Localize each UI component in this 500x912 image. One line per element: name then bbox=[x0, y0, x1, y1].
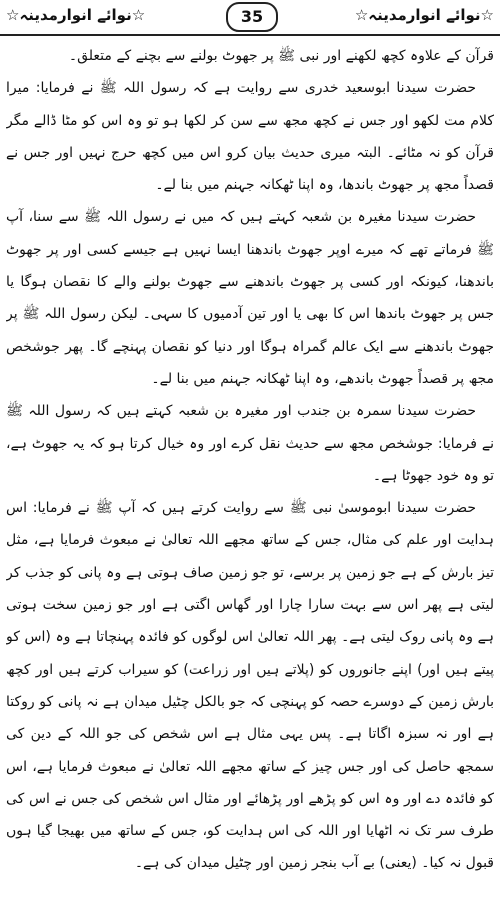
page-header bbox=[0, 0, 500, 36]
paragraph-hadith-1: حضرت سیدنا ابوسعید خدری سے روایت ہے کہ رسول اللہ ﷺ نے فرمایا: میرا کلام مت لکھو اور جس نے کچھ مجھ سے سن کر لکھا ہو تو وہ اس کو مٹا ڈالے مگر قرآن کو نہ مٹائے۔ البتہ میری حدیث بیان کرو اس میں کچھ حرج نہیں اور جس نے قصداً مجھ پر جھوٹ باندھا، وہ اپنا ٹھکانہ جہنم میں بنا لے۔ bbox=[6, 80, 494, 194]
page-body bbox=[6, 40, 494, 908]
paragraph-hadith-3: حضرت سیدنا سمرہ بن جندب اور مغیرہ بن شعبہ کہتے ہیں کہ رسول اللہ ﷺ نے فرمایا: جوشخص مجھ سے حدیث نقل کرے اور وہ خیال کرتا ہو کہ یہ جھوٹ ہے، تو وہ خود جھوٹا ہے۔ bbox=[6, 403, 494, 484]
header-title-left: ☆نوائے انوارمدینہ☆ bbox=[6, 6, 146, 24]
page-number: 35 bbox=[226, 2, 278, 32]
paragraph-hadith-2: حضرت سیدنا مغیرہ بن شعبہ کہتے ہیں کہ میں نے رسول اللہ ﷺ سے سنا، آپ ﷺ فرماتے تھے کہ میرے اوپر جھوٹ باندھنا ایسا نہیں ہے جیسے کسی اور پر جھوٹ باندھنا، کیونکہ اور کسی پر جھوٹ باندھنے سے جھوٹ بولنے والے کا نقصان ہوگا یا جس پر جھوٹ باندھا اس کا بھی یا اور تین آدمیوں کا سہی۔ لیکن رسول اللہ ﷺ پر جھوٹ باندھنے سے ایک عالم گمراہ ہوگا اور دنیا کو نقصان پہنچے گا۔ پھر جوشخص مجھ پر قصداً جھوٹ باندھے، وہ اپنا ٹھکانہ جہنم میں بنا لے۔ bbox=[6, 209, 494, 387]
paragraph-heading: قرآن کے علاوہ کچھ لکھنے اور نبی ﷺ پر جھوٹ بولنے سے بچنے کے متعلق۔ bbox=[68, 48, 494, 64]
paragraph-hadith-4: حضرت سیدنا ابوموسیٰ نبی ﷺ سے روایت کرتے ہیں کہ آپ ﷺ نے فرمایا: اس ہدایت اور علم کی مثال، جس کے ساتھ مجھے اللہ تعالیٰ نے مبعوث فرمایا ہے، مثل تیز بارش کے ہے جو زمین پر برسے، تو جو زمین صاف ہوتی ہے وہ پانی کو جذب کر لیتی ہے پھر اس سے بہت سارا چارا اور گھاس اگتی ہے اور جو زمین سخت ہوتی ہے وہ پانی روک لیتی ہے۔ پھر اللہ تعالیٰ اس لوگوں کو فائدہ پہنچاتا ہے وہ (اس کو پیتے ہیں اور) اپنے جانوروں کو (پلاتے ہیں اور زراعت) کو سیراب کرتے ہیں اور کچھ بارش زمین کے دوسرے حصہ کو پہنچی کہ جو بالکل چٹیل میدان ہے نہ پانی کو روکتا ہے اور نہ سبزہ اگاتا ہے۔ پس یہی مثال ہے اس شخص کی جو اللہ کے دین کی سمجھ حاصل کی اور جس چیز کے ساتھ مجھے اللہ تعالیٰ نے مبعوث فرمایا ہے، اس کو فائدہ دے اور وہ اس کو پڑھے اور پڑھائے اور مثال اس شخص کی جس نے اس کی طرف سر تک نہ اٹھایا اور اللہ کی اس ہدایت کو، جس کے ساتھ میں بھیجا گیا ہوں قبول نہ کیا۔ (یعنی) بے آب بنجر زمین اور چٹیل میدان کی ہے۔ bbox=[6, 500, 494, 872]
header-title-right: ☆نوائے انوارمدینہ☆ bbox=[354, 6, 494, 24]
